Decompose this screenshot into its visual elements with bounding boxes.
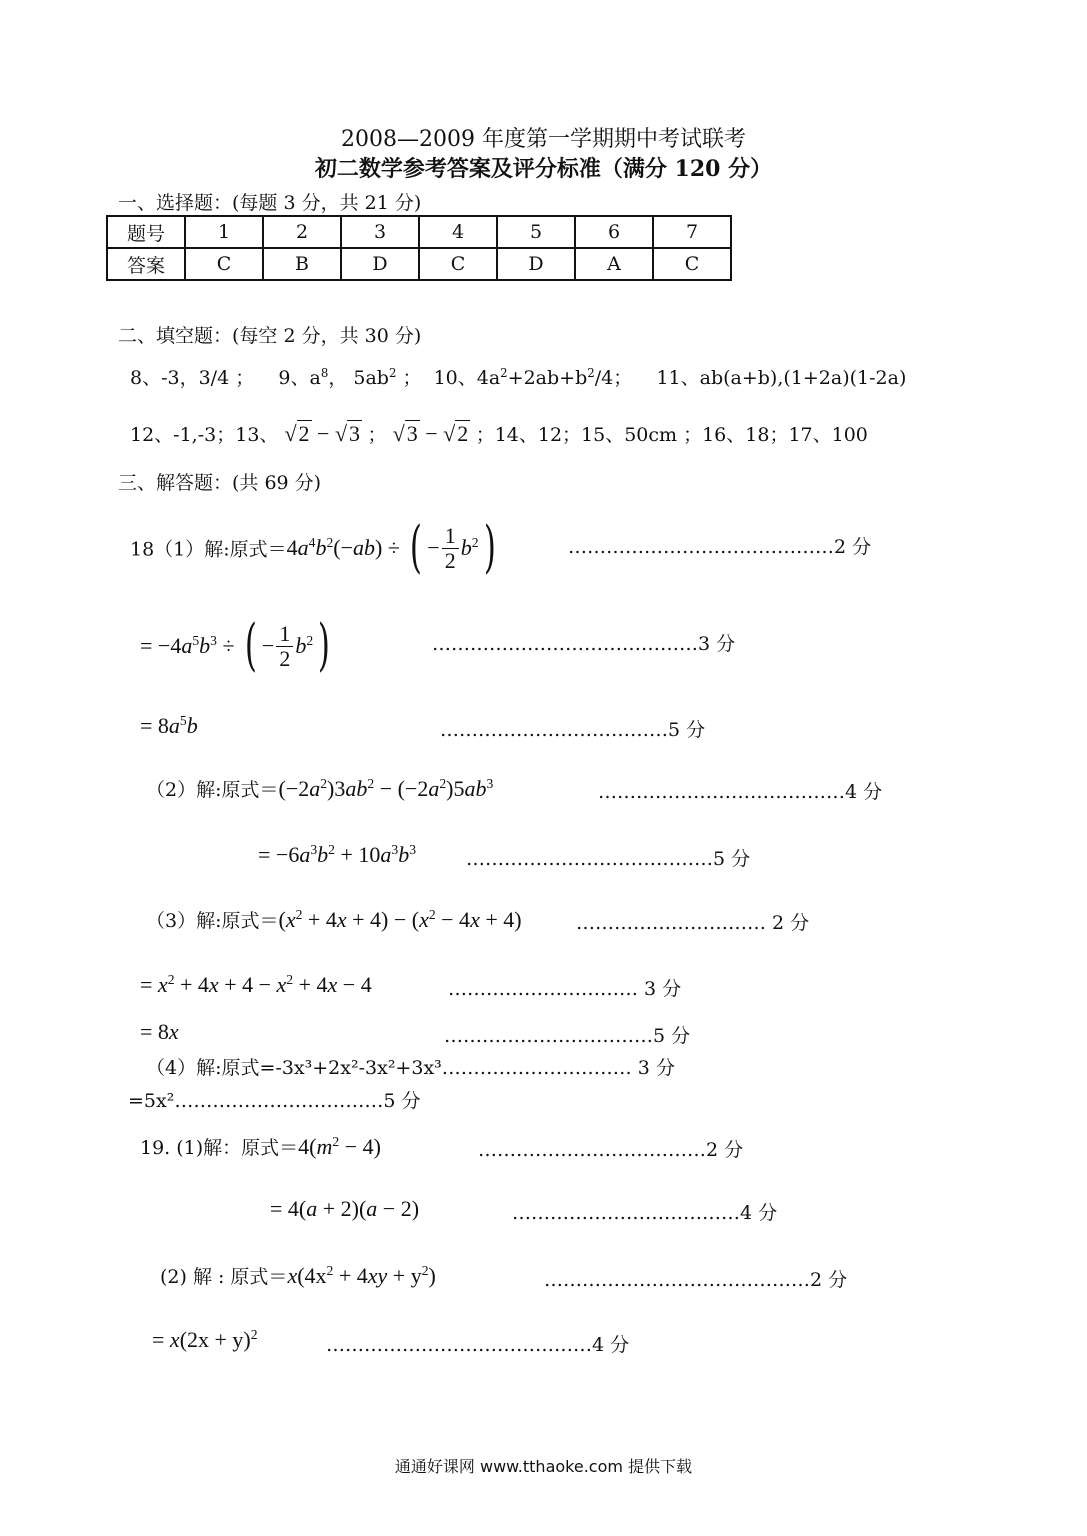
q19-1-score2: ………………………………4 分	[512, 1202, 778, 1224]
fill-in-line-2: 12、-1,-3；13、 √2 − √3 ； √3 − √2 ；14、12；15、50cm ；16、18；17、100	[130, 421, 868, 446]
table-cell: D	[341, 248, 419, 280]
q19-2-step2: = $x(2x + y)^2$	[152, 1326, 258, 1352]
q18-3-step3: = 8x	[140, 1019, 179, 1044]
table-cell: 3	[341, 216, 419, 248]
table-cell: 7	[653, 216, 731, 248]
q18-1-step1: 18（1）解:原式$=4a^4b^2(-ab)$ ÷ ( − $\frac{1}{2}$ $b^2$)	[130, 515, 496, 580]
q18-1-step3: = $8a^5b$	[140, 712, 198, 738]
document-subtitle: 初二数学参考答案及评分标准（满分 120 分）	[314, 156, 773, 182]
q19-1-score1: ………………………………2 分	[478, 1139, 744, 1161]
fill-in-line-1	[130, 363, 906, 390]
answer-table	[106, 215, 732, 281]
q18-1-step2: = $-4a^5b^3$ ÷ ( − $\frac{1}{2}$ $b^2$)	[140, 613, 331, 678]
answer-q13a: √2 − √3	[284, 421, 361, 446]
table-cell: C	[653, 248, 731, 280]
answer-q13b: √3 − √2	[392, 421, 469, 446]
section2-heading: 二、填空题：(每空 2 分，共 30 分)	[118, 325, 422, 347]
answer-q12: 12、-1,-3；13、	[130, 424, 279, 446]
table-cell: C	[419, 248, 497, 280]
table-row	[107, 248, 731, 280]
q18-3-score2: ………………………… 3 分	[448, 978, 682, 1000]
q19-2-step1: (2) 解 : 原式$=x(4x^2 + 4xy + y^2)$	[160, 1262, 436, 1288]
table-cell: 6	[575, 216, 653, 248]
q19-2-score2: ……………………………………4 分	[326, 1334, 630, 1356]
q18-2-step1: （2）解:原式$=(-2a^2)3ab^2 - (-2a^2)5ab^3$	[146, 775, 494, 801]
footer-source: 通通好课网 www.tthaoke.com 提供下载	[394, 1457, 693, 1476]
table-cell: 1	[185, 216, 263, 248]
q18-3-score3: ……………………………5 分	[444, 1025, 691, 1047]
q18-1-score1: ……………………………………2 分	[568, 536, 872, 558]
q18-1-score2: ……………………………………3 分	[432, 633, 736, 655]
q18-3-step1: （3）解:原式$=(x^2 + 4x + 4) - (x^2 - 4x + 4)$	[146, 906, 522, 932]
answer-q9: 9、$a^8$， $5ab^2$ ；	[278, 365, 422, 389]
q18-3-score1: ………………………… 2 分	[576, 912, 810, 934]
q18-3-step2: = $x^2 + 4x + 4 - x^2 + 4x - 4$	[140, 971, 372, 997]
table-cell: 4	[419, 216, 497, 248]
q18-2-step2: = $-6a^3b^2 + 10a^3b^3$	[258, 841, 416, 867]
document-title: 2008—2009 年度第一学期期中考试联考	[341, 127, 746, 152]
q19-1-step1: 19. (1)解：原式$=4(m^2 - 4)$	[140, 1133, 381, 1159]
q18-2-score1: …………………………………4 分	[598, 781, 883, 803]
q18-4-step1: （4）解:原式=-3x³+2x²-3x²+3x³………………………… 3 分	[146, 1057, 675, 1079]
answer-q10: 10、$4a^2+2ab+b^2/4$；	[433, 365, 633, 389]
table-cell: D	[497, 248, 575, 280]
table-row-label: 答案	[107, 248, 185, 280]
q18-4-step2: =5x²……………………………5 分	[128, 1090, 421, 1112]
q18-2-score2: …………………………………5 分	[466, 848, 751, 870]
table-cell: 2	[263, 216, 341, 248]
table-row-label: 题号	[107, 216, 185, 248]
table-cell: B	[263, 248, 341, 280]
table-row	[107, 216, 731, 248]
section3-heading: 三、解答题：(共 69 分)	[118, 472, 322, 494]
table-cell: 5	[497, 216, 575, 248]
q18-1-score3: ………………………………5 分	[440, 719, 706, 741]
answer-q11: 11、ab(a+b),(1+2a)(1-2a)	[656, 367, 907, 389]
answers-q14-q17: ；14、12；15、50cm ；16、18；17、100	[475, 424, 868, 446]
table-cell: A	[575, 248, 653, 280]
q19-1-step2: = 4(a + 2)(a − 2)	[270, 1196, 420, 1221]
q19-2-score1: ……………………………………2 分	[544, 1269, 848, 1291]
section1-heading: 一、选择题：(每题 3 分，共 21 分)	[118, 192, 422, 214]
answer-q8: 8、-3，3/4 ；	[130, 367, 255, 389]
table-cell: C	[185, 248, 263, 280]
